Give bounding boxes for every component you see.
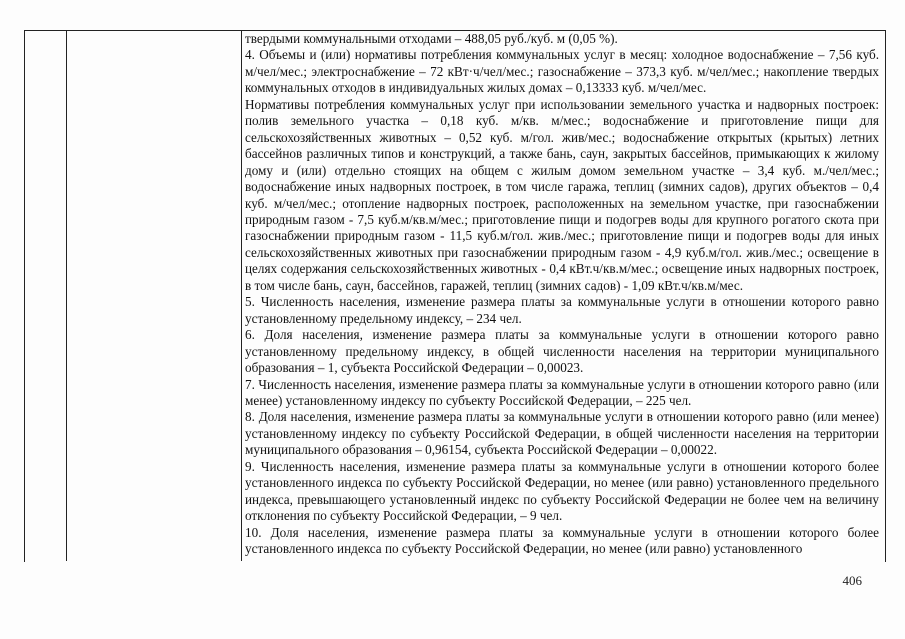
paragraph-item-4: 4. Объемы и (или) нормативы потребления коммунальных услуг в месяц: холодное водоснабжение – 7,56 куб. м/чел/мес.; электроснабжение – 72 кВт·ч/чел/мес.; газоснабжение – 373,3 куб. м/чел/мес.; накопление твердых коммунальных отходов в индивидуальных жилых домах – 0,13333 куб. м/чел/мес. bbox=[245, 47, 879, 96]
paragraph-item-6: 6. Доля населения, изменение размера платы за коммунальные услуги в отношении которого равно установленному предельному индексу, в общей численности населения на территории муниципального образования – 1, субъекта Российской Федерации – 0,00023. bbox=[245, 327, 879, 376]
paragraph-item-9: 9. Численность населения, изменение размера платы за коммунальные услуги в отношении которого более установленного индекса по субъекту Российской Федерации, но менее (или равно) установленного предельного индекса, превышающего установленный индекс по субъекту Российской Федерации не более чем на величину отклонения по субъекту Российской Федерации, – 9 чел. bbox=[245, 458, 879, 524]
table-column-divider-1 bbox=[66, 30, 67, 561]
table-column-divider-2 bbox=[241, 30, 242, 561]
paragraph-tko-tariff: твердыми коммунальными отходами – 488,05 руб./куб. м (0,05 %). bbox=[245, 31, 618, 46]
paragraph-land-norms: Нормативы потребления коммунальных услуг при использовании земельного участка и надворных построек: полив земельного участка – 0,18 куб. м/кв. м/мес.; водоснабжение и приготовление пищи для сельскохозяйственных животных – 0,52 куб. м/гол. жив/мес.; водоснабжение открытых (крытых) летних бассейнов различных типов и конструкций, а также бань, саун, закрытых бассейнов, примыкающих к жилому дому и (или) отдельно стоящих на общем с жилым домом земельном участке – 3,4 куб. м./чел/мес.; водоснабжение иных надворных построек, в том числе гаража, теплиц (зимних садов), других объектов – 0,4 куб. м/чел/мес.; отопление надворных построек, расположенных на земельном участке, при газоснабжении природным газом - 7,5 куб.м/кв.м/мес.; приготовление пищи и подогрев воды для крупного рогатого скота при газоснабжении природным газом - 11,5 куб.м/гол. жив./мес.; приготовление пищи и подогрев воды для иных сельскохозяйственных животных при газоснабжении природным газом - 4,9 куб.м/гол. жив./мес.; освещение в целях содержания сельскохозяйственных животных - 0,4 кВт.ч/кв.м/мес.; освещение иных надворных построек, в том числе бань, саун, бассейнов, гаражей, теплиц (зимних садов) - 1,09 кВт.ч/кв.м/мес. bbox=[245, 96, 879, 293]
paragraph-item-7: 7. Численность населения, изменение размера платы за коммунальные услуги в отношении которого равно (или менее) установленному индексу по субъекту Российской Федерации, – 225 чел. bbox=[245, 376, 879, 408]
paragraph-item-5: 5. Численность населения, изменение размера платы за коммунальные услуги в отношении которого равно установленному предельному индексу, – 234 чел. bbox=[245, 294, 879, 326]
page-number: 406 bbox=[842, 573, 862, 588]
table-cell-content bbox=[245, 31, 879, 558]
paragraph-item-10: 10. Доля населения, изменение размера платы за коммунальные услуги в отношении которого более установленного индекса по субъекту Российской Федерации, но менее (или равно) установленного bbox=[245, 524, 879, 557]
paragraph-item-8: 8. Доля населения, изменение размера платы за коммунальные услуги в отношении которого равно (или менее) установленному индексу по субъекту Российской Федерации, в общей численности населения на территории муниципального образования – 0,96154, субъекта Российской Федерации – 0,00022. bbox=[245, 409, 879, 458]
